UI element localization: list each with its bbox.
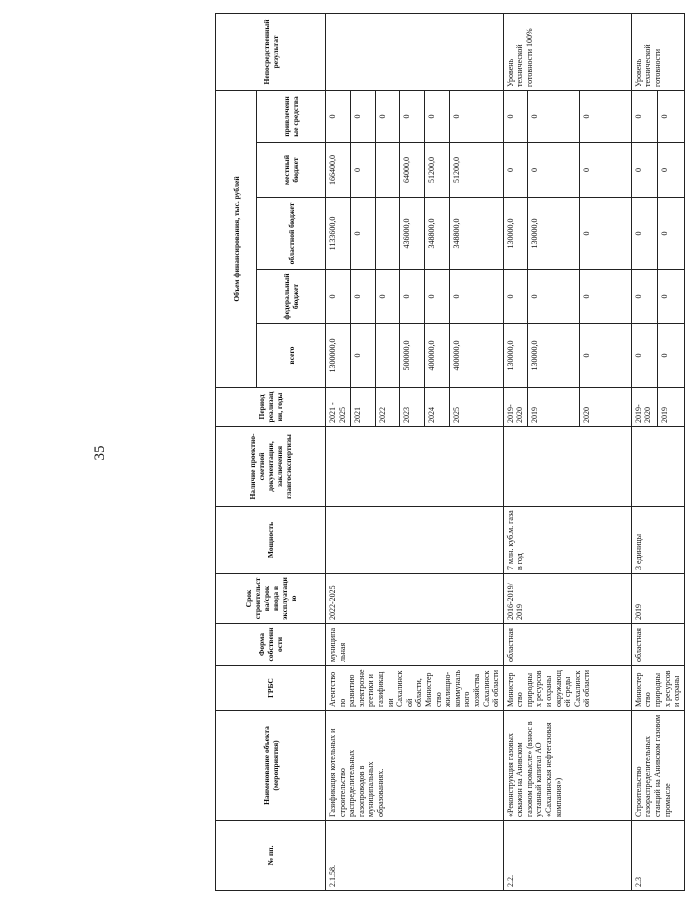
cell-extra: 0 xyxy=(658,90,684,142)
cell-period: 2019-2020 xyxy=(503,388,527,427)
cell-federal: 0 xyxy=(579,270,631,324)
cell-local: 0 xyxy=(658,143,684,198)
cell-extra: 0 xyxy=(425,90,450,142)
item-capacity: 7 млн. куб.м. газа в год xyxy=(503,507,631,574)
header-row-top xyxy=(216,13,257,890)
cell-extra: 0 xyxy=(326,90,351,142)
cell-local: 0 xyxy=(527,143,579,198)
cell-total: 130000,0 xyxy=(527,324,579,388)
cell-total: 0 xyxy=(631,324,658,388)
item-grbs: Министерство природных ресурсов и охраны окружающей среды Сахалинской области xyxy=(503,666,631,711)
col-regional-header: областной бюджет xyxy=(257,198,326,270)
cell-total: 400000,0 xyxy=(425,324,450,388)
col-grbs-header: ГРБС xyxy=(216,666,326,711)
item-result: Уровень технической готовности 100% xyxy=(503,13,631,90)
col-local-header: местный бюджет xyxy=(257,143,326,198)
cell-local: 51200,0 xyxy=(450,143,504,198)
cell-period: 2019 xyxy=(527,388,579,427)
item-term: 2022-2025 xyxy=(326,574,504,624)
cell-local: 51200,0 xyxy=(425,143,450,198)
cell-total: 0 xyxy=(658,324,684,388)
item-name: Строительство газораспределительных станций на Анивском газовом промысле xyxy=(631,711,684,821)
cell-total: 500000,0 xyxy=(400,324,425,388)
item-result xyxy=(326,13,504,90)
cell-period: 2021 xyxy=(350,388,375,427)
cell-period: 2023 xyxy=(400,388,425,427)
cell-extra: 0 xyxy=(579,90,631,142)
cell-federal: 0 xyxy=(350,270,375,324)
cell-regional: 0 xyxy=(658,198,684,270)
cell-period: 2020 xyxy=(579,388,631,427)
col-ownership-header: Форма собственности xyxy=(216,624,326,666)
rotated-page xyxy=(215,14,682,891)
cell-extra: 0 xyxy=(631,90,658,142)
cell-local: 0 xyxy=(579,143,631,198)
col-total-header: всего xyxy=(257,324,326,388)
cell-extra: 0 xyxy=(350,90,375,142)
cell-extra: 0 xyxy=(400,90,425,142)
cell-local xyxy=(375,143,400,198)
cell-extra: 0 xyxy=(375,90,400,142)
table-row xyxy=(326,13,351,890)
col-extra-header: привлеченные средства xyxy=(257,90,326,142)
item-ownership: областная xyxy=(631,624,684,666)
cell-total xyxy=(375,324,400,388)
cell-extra: 0 xyxy=(450,90,504,142)
cell-federal: 0 xyxy=(503,270,527,324)
item-grbs: Министерство природных ресурсов и охраны xyxy=(631,666,684,711)
cell-regional: 130000,0 xyxy=(503,198,527,270)
item-capacity: 3 единицы xyxy=(631,507,684,574)
item-docs xyxy=(503,427,631,507)
cell-local: 64000,0 xyxy=(400,143,425,198)
item-result: Уровень технической готовности xyxy=(631,13,684,90)
cell-federal: 0 xyxy=(400,270,425,324)
cell-federal: 0 xyxy=(658,270,684,324)
cell-extra: 0 xyxy=(527,90,579,142)
cell-local: 0 xyxy=(350,143,375,198)
cell-period: 2021 - 2025 xyxy=(326,388,351,427)
cell-period: 2025 xyxy=(450,388,504,427)
col-period-header: Период реализации, годы xyxy=(216,388,326,427)
item-name: «Реконструкция газовых скважин на Анивском газовом промысле» (взнос в уставный капитал АО «Сахалинская нефтегазовая компания») xyxy=(503,711,631,821)
item-ownership: муниципальная xyxy=(326,624,504,666)
funding-header: Объем финансирования, тыс. рублей xyxy=(216,90,257,387)
table-row xyxy=(503,13,527,890)
cell-federal: 0 xyxy=(375,270,400,324)
cell-regional: 436000,0 xyxy=(400,198,425,270)
table-row xyxy=(631,13,658,890)
item-no: 2.3 xyxy=(631,821,684,891)
cell-regional: 130000,0 xyxy=(527,198,579,270)
item-no: 2.2. xyxy=(503,821,631,891)
col-federal-header: федеральный бюджет xyxy=(257,270,326,324)
item-no: 2.1.58. xyxy=(326,821,504,891)
col-docs-header: Наличие проектно-сметной документации, заключения главгосэкспертизы xyxy=(216,427,326,507)
cell-local: 166400,0 xyxy=(326,143,351,198)
item-grbs: Агентство по развитию электроэнергетики и газификации Сахалинской области, Министерство жилищно-коммунального хозяйства Сахалинской области xyxy=(326,666,504,711)
item-capacity xyxy=(326,507,504,574)
cell-total: 400000,0 xyxy=(450,324,504,388)
cell-local: 0 xyxy=(631,143,658,198)
col-term-header: Срок строительства/срок ввода в эксплуатацию xyxy=(216,574,326,624)
investment-table xyxy=(215,13,685,891)
col-name-header: Наименование объекта (мероприятия) xyxy=(216,711,326,821)
cell-total: 0 xyxy=(350,324,375,388)
cell-period: 2022 xyxy=(375,388,400,427)
cell-regional: 348800,0 xyxy=(425,198,450,270)
cell-federal: 0 xyxy=(326,270,351,324)
cell-regional: 348800,0 xyxy=(450,198,504,270)
cell-period: 2019 xyxy=(658,388,684,427)
cell-period: 2024 xyxy=(425,388,450,427)
item-term: 2016-2019/ 2019 xyxy=(503,574,631,624)
cell-total: 130000,0 xyxy=(503,324,527,388)
page-number: 35 xyxy=(91,445,108,461)
cell-regional: 0 xyxy=(579,198,631,270)
item-ownership: областная xyxy=(503,624,631,666)
cell-total: 1300000,0 xyxy=(326,324,351,388)
cell-regional: 0 xyxy=(631,198,658,270)
col-no-header: № пп. xyxy=(216,821,326,891)
item-docs xyxy=(631,427,684,507)
cell-federal: 0 xyxy=(450,270,504,324)
cell-local: 0 xyxy=(503,143,527,198)
cell-federal: 0 xyxy=(425,270,450,324)
cell-regional xyxy=(375,198,400,270)
item-term: 2019 xyxy=(631,574,684,624)
cell-total: 0 xyxy=(579,324,631,388)
cell-period: 2019-2020 xyxy=(631,388,658,427)
col-capacity-header: Мощность xyxy=(216,507,326,574)
cell-federal: 0 xyxy=(527,270,579,324)
cell-extra: 0 xyxy=(503,90,527,142)
cell-regional: 1133600,0 xyxy=(326,198,351,270)
cell-regional: 0 xyxy=(350,198,375,270)
cell-federal: 0 xyxy=(631,270,658,324)
item-docs xyxy=(326,427,504,507)
col-result-header: Непосредственный результат xyxy=(216,13,326,90)
item-name: Газификация котельных и строительство распределительных газопроводов в муниципальных образованиях. xyxy=(326,711,504,821)
